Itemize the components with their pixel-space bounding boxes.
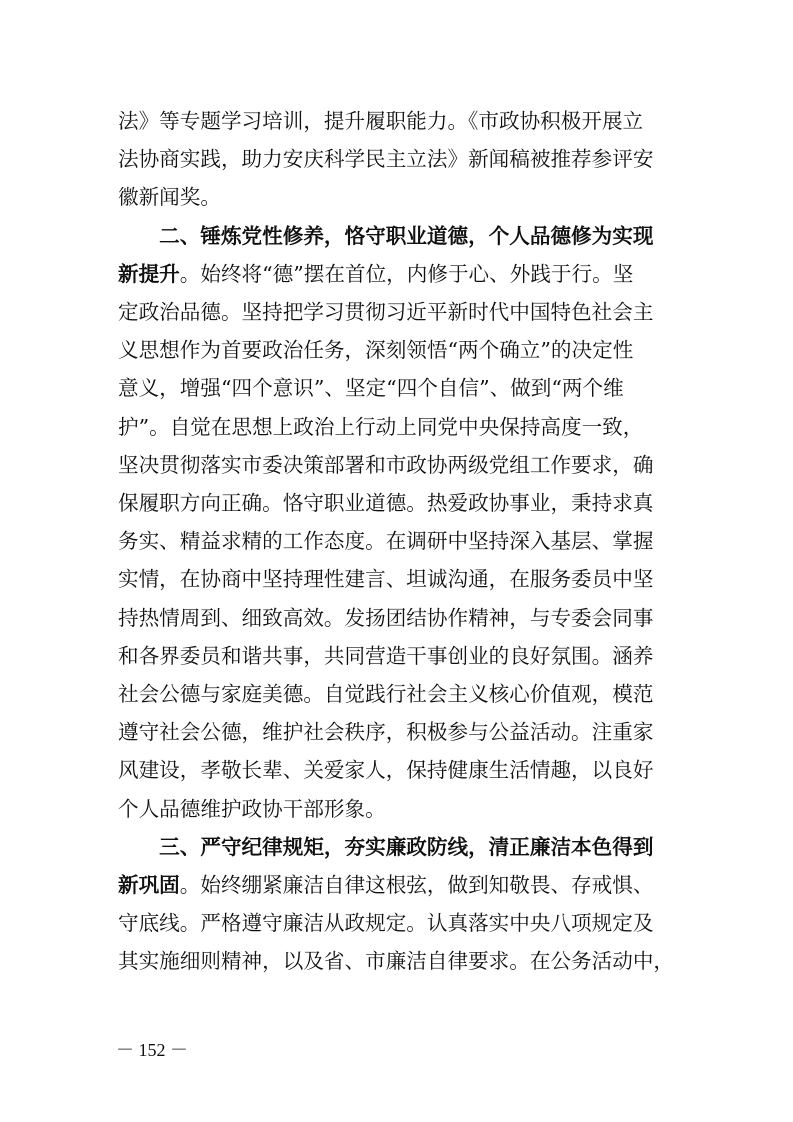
text-line bbox=[118, 562, 678, 596]
text-line bbox=[118, 142, 678, 176]
body-text-span: 风建设，孝敬长辈、关爱家人，保持健康生活情趣，以良好 bbox=[118, 758, 654, 783]
body-text-span: 坚决贯彻落实市委决策部署和市政协两级党组工作要求，确 bbox=[118, 452, 654, 477]
body-text-span: 实情，在协商中坚持理性建言、坦诚沟通，在服务委员中坚 bbox=[118, 567, 654, 592]
body-text-span: 法协商实践，助力安庆科学民主立法》新闻稿被推荐参评安 bbox=[118, 147, 654, 172]
heading-text: 新巩固 bbox=[118, 873, 180, 897]
page-number: － 152 － bbox=[116, 1040, 188, 1060]
text-line bbox=[118, 219, 678, 253]
body-text-span: 定政治品德。坚持把学习贯彻习近平新时代中国特色社会主 bbox=[118, 300, 654, 324]
body-text-span: 社会公德与家庭美德。自觉践行社会主义核心价值观，模范 bbox=[118, 682, 654, 706]
body-text-span: 个人品德维护政协干部形象。 bbox=[118, 796, 386, 821]
heading-text: 二、锤炼党性修养，恪守职业道德，个人品德修为实现 bbox=[118, 223, 654, 248]
body-text-span: 。始终将“德”摆在首位，内修于心、外践于行。坚 bbox=[179, 261, 634, 286]
text-line bbox=[118, 868, 678, 902]
body-text-span: 意义，增强“四个意识”、坚定“四个自信”、做到“两个维 bbox=[118, 376, 624, 401]
body-text-span: 守底线。严格遵守廉洁从政规定。认真落实中央八项规定及 bbox=[118, 911, 654, 936]
text-line bbox=[118, 180, 678, 214]
text-line bbox=[118, 639, 678, 673]
text-line bbox=[118, 448, 678, 482]
text-line bbox=[118, 753, 678, 787]
text-line bbox=[118, 906, 678, 940]
text-line bbox=[118, 486, 678, 520]
body-text-span: 持热情周到、细致高效。发扬团结协作精神，与专委会同事 bbox=[118, 605, 654, 630]
text-line bbox=[118, 715, 678, 749]
heading-text: 三、严守纪律规矩，夯实廉政防线，清正廉洁本色得到 bbox=[118, 834, 654, 859]
body-text-span: 和各界委员和谐共事，共同营造干事创业的良好氛围。涵养 bbox=[118, 643, 654, 668]
body-text-span: 徽新闻奖。 bbox=[118, 185, 221, 210]
text-line bbox=[118, 677, 678, 711]
text-line bbox=[118, 944, 678, 978]
text-line bbox=[118, 371, 678, 405]
text-line bbox=[118, 524, 678, 558]
body-text-span: 保履职方向正确。恪守职业道德。热爱政协事业，秉持求真 bbox=[118, 491, 654, 515]
text-line bbox=[118, 295, 678, 329]
body-text-span: 务实、精益求精的工作态度。在调研中坚持深入基层、掌握 bbox=[118, 529, 654, 554]
body-text-span: 其实施细则精神，以及省、市廉洁自律要求。在公务活动中， bbox=[118, 949, 675, 974]
body-text-span: 遵守社会公德，维护社会秩序，积极参与公益活动。注重家 bbox=[118, 720, 654, 745]
body-text-span: 。始终绷紧廉洁自律这根弦，做到知敬畏、存戒惧、 bbox=[179, 873, 654, 897]
body-text-span: 义思想作为首要政治任务，深刻领悟“两个确立”的决定性 bbox=[118, 338, 634, 363]
text-line bbox=[118, 792, 678, 826]
heading-text: 新提升 bbox=[118, 261, 180, 286]
text-line bbox=[118, 257, 678, 291]
text-line bbox=[118, 601, 678, 635]
body-text-span: 法》等专题学习培训，提升履职能力。《市政协积极开展立 bbox=[118, 109, 644, 133]
text-line bbox=[118, 333, 678, 367]
body-text-span: 护”。自觉在思想上政治上行动上同党中央保持高度一致， bbox=[118, 414, 644, 439]
text-line bbox=[118, 410, 678, 444]
text-line bbox=[118, 104, 678, 138]
text-line bbox=[118, 830, 678, 864]
